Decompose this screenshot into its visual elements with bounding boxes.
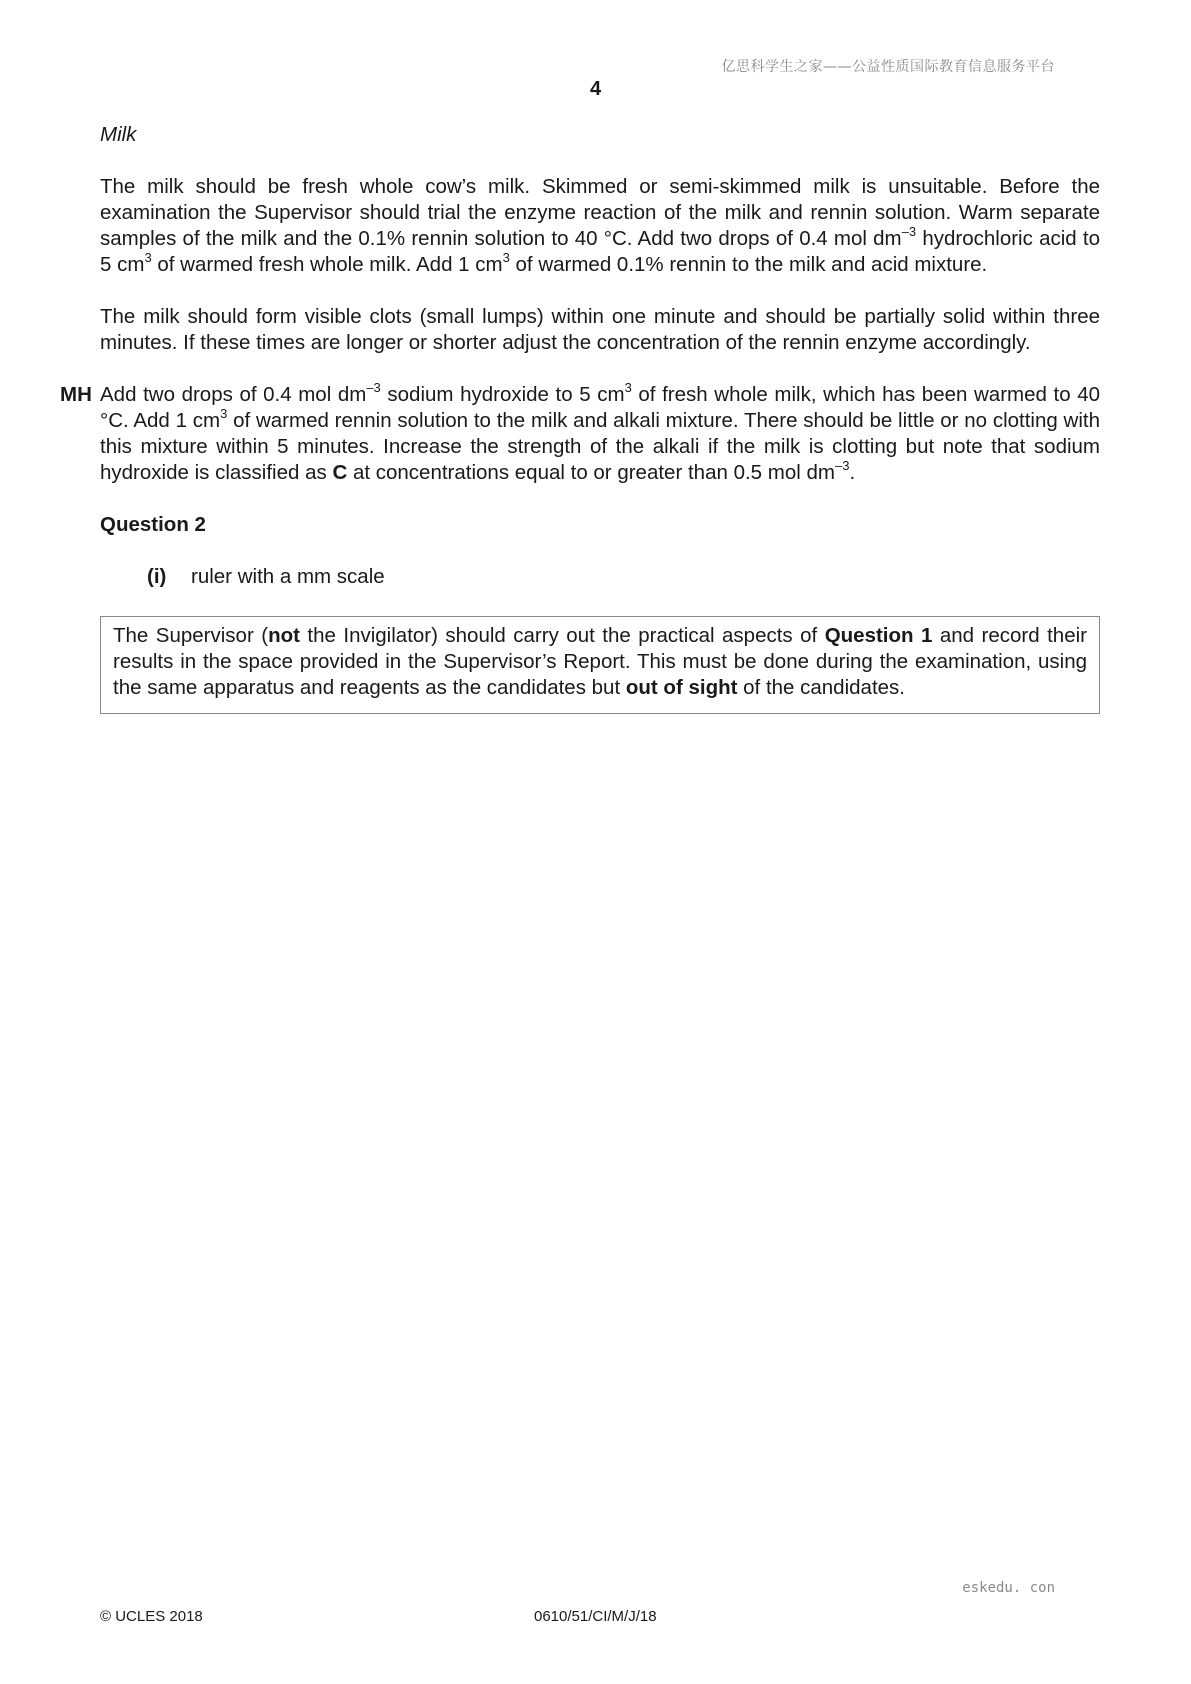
watermark-bottom: eskedu. con bbox=[962, 1580, 1055, 1596]
milk-paragraph-1: The milk should be fresh whole cow’s milk. Skimmed or semi-skimmed milk is unsuitable. Before the examination the Supervisor should trial the enzyme reaction of the milk and rennin solution. Warm separate samples of the milk and the 0.1% rennin solution to 40 °C. Add two drops of 0.4 mol $dm^{-3}$ hydrochloric acid to 5 $cm^3$ of warmed fresh whole milk. Add 1 $cm^3$ of warmed 0.1% rennin to the milk and acid mixture. bbox=[100, 175, 1100, 276]
supervisor-notice-text: The Supervisor (not the Invigilator) should carry out the practical aspects of Question 1 and record their results in the space provided in the Supervisor’s Report. This must be done during the examination, using the same apparatus and reagents as the candidates but out of sight of the candidates. bbox=[113, 624, 1087, 699]
item-number: (i) bbox=[147, 565, 167, 588]
mh-block bbox=[60, 380, 1101, 486]
page-number: 4 bbox=[589, 78, 602, 100]
page-content bbox=[60, 122, 1101, 714]
watermark-top: 亿思科学生之家——公益性质国际教育信息服务平台 bbox=[721, 59, 1055, 75]
item-text: ruler with a mm scale bbox=[191, 565, 385, 588]
supervisor-notice-box bbox=[100, 616, 1100, 714]
mh-label: MH bbox=[60, 383, 92, 406]
question-2-heading: Question 2 bbox=[100, 513, 206, 536]
milk-paragraph-2: The milk should form visible clots (small lumps) within one minute and should be partially solid within three minutes. If these times are longer or shorter adjust the concentration of the rennin enzyme accordingly. bbox=[100, 305, 1100, 354]
milk-heading: Milk bbox=[100, 123, 137, 146]
footer-copyright: © UCLES 2018 bbox=[100, 1608, 203, 1625]
mh-paragraph: Add two drops of 0.4 mol $dm^{-3}$ sodium hydroxide to 5 $cm^3$ of fresh whole milk, which has been warmed to 40 °C. Add 1 $cm^3$ of warmed rennin solution to the milk and alkali mixture. There should be little or no clotting with this mixture within 5 minutes. Increase the strength of the alkali if the milk is clotting but note that sodium hydroxide is classified as C at concentrations equal to or greater than 0.5 mol $dm^{-3}$. bbox=[100, 380, 1101, 484]
footer-code: 0610/51/CI/M/J/18 bbox=[534, 1608, 657, 1625]
list-item bbox=[147, 564, 1100, 590]
